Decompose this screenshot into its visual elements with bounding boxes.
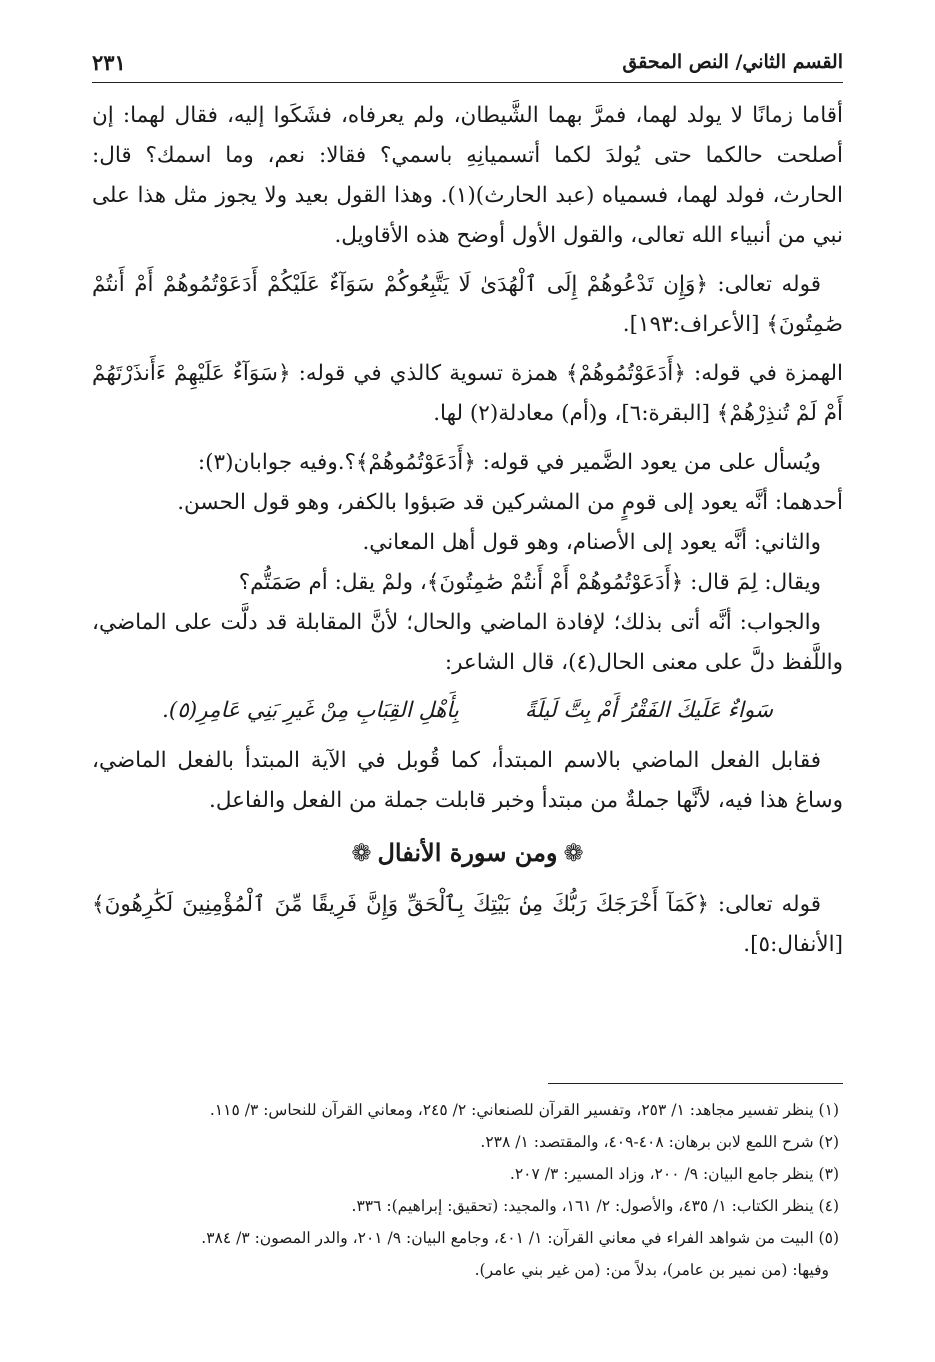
footnote: (٥) البيت من شواهد الفراء في معاني القرآن: ١/ ٤٠١، وجامع البيان: ٩/ ٢٠١، والدر المصون: ٣/ ٣٨٤. xyxy=(201,1229,839,1247)
verse-second-hemistich: بِأَهْلِ القِبَابِ مِنْ غَيرِ بَنِي عَامِرِ(٥). xyxy=(162,698,459,723)
page-number: ٢٣١ xyxy=(92,49,126,75)
sura-heading-text: ومن سورة الأنفال xyxy=(377,838,558,867)
sura-heading xyxy=(92,833,843,873)
paragraph: والجواب: أنَّه أتى بذلك؛ لإفادة الماضي والحال؛ لأنَّ المقابلة قد دلَّت على الماضي، واللَّفظ دلَّ على معنى الحال(٤)، قال الشاعر: xyxy=(92,610,843,675)
paragraph: والثاني: أنَّه يعود إلى الأصنام، وهو قول أهل المعاني. xyxy=(362,530,821,555)
paragraph: أقاما زمانًا لا يولد لهما، فمرَّ بهما الشَّيطان، ولم يعرفاه، فشَكَوا إليه، فقال لهما: إن أصلحت حالكما حتى يُولدَ لكما أتسميانِهِ باسمي؟ فقالا: نعم، وما اسمك؟ قال: الحارث، فولد لهما، فسمياه (عبد الحارث)(١). وهذا القول بعيد ولا يجوز مثل هذا على نبي من أنبياء الله تعالى، والقول الأول أوضح هذه الأقاويل. xyxy=(92,103,843,248)
footnote-divider xyxy=(548,1083,843,1084)
main-text xyxy=(92,96,843,965)
paragraph: ويقال: لِمَ قال: ﴿أَدَعَوْتُمُوهُمْ أَمْ أَنتُمْ صَٰمِتُونَ﴾، ولمْ يقل: أم صَمَتُّم؟ xyxy=(238,570,821,595)
footnote-continuation: وفيها: (من نمير بن عامر)، بدلاً من: (من غير بني عامر). xyxy=(474,1261,829,1279)
ornament-icon: ❁ xyxy=(563,839,584,867)
footnote: (٣) ينظر جامع البيان: ٩/ ٢٠٠، وزاد المسير: ٣/ ٢٠٧. xyxy=(509,1165,839,1183)
running-title: القسم الثاني/ النص المحقق xyxy=(622,51,843,73)
paragraph: الهمزة في قوله: ﴿أَدَعَوْتُمُوهُمْ﴾ همزة تسوية كالذي في قوله: ﴿سَوَآءٌ عَلَيْهِمْ ءَأَنذَرْتَهُمْ أَمْ لَمْ تُنذِرْهُمْ﴾ [البقرة:٦]، و(أم) معادلة(٢) لها. xyxy=(92,361,843,426)
verse-first-hemistich: سَواءٌ عَلَيكَ الفَقْرُ أَمْ بِتَّ لَيلَةً xyxy=(524,698,773,723)
ornament-icon: ❁ xyxy=(351,839,372,867)
footnote: (١) ينظر تفسير مجاهد: ١/ ٢٥٣، وتفسير القرآن للصنعاني: ٢/ ٢٤٥، ومعاني القرآن للنحاس: ٣/ ١١٥. xyxy=(209,1101,839,1119)
paragraph: فقابل الفعل الماضي بالاسم المبتدأ، كما قُوبل في الآية المبتدأ بالفعل الماضي، وساغ هذا فيه، لأنَّها جملةٌ من مبتدأ وخبر قابلت جملة من الفعل والفاعل. xyxy=(92,748,843,813)
paragraph: أحدهما: أنَّه يعود إلى قومٍ من المشركين قد صَبؤوا بالكفر، وهو قول الحسن. xyxy=(177,490,843,515)
paragraph: ويُسأل على من يعود الضَّمير في قوله: ﴿أَدَعَوْتُمُوهُمْ﴾؟.وفيه جوابان(٣): xyxy=(197,450,821,475)
paragraph: قوله تعالى: ﴿كَمَآ أَخْرَجَكَ رَبُّكَ مِنۢ بَيْتِكَ بِٱلْحَقِّ وَإِنَّ فَرِيقًا مِّنَ ٱلْمُؤْمِنِينَ لَكَٰرِهُونَ﴾ [الأنفال:٥]. xyxy=(92,892,843,957)
footnotes xyxy=(92,1094,843,1286)
poetry-verse xyxy=(92,691,843,731)
footnote: (٢) شرح اللمع لابن برهان: ٤٠٨-٤٠٩، والمقتصد: ١/ ٢٣٨. xyxy=(480,1133,839,1151)
page-header xyxy=(92,42,843,83)
footnote: (٤) ينظر الكتاب: ١/ ٤٣٥، والأصول: ٢/ ١٦١، والمجيد: (تحقيق: إبراهيم): ٣٣٦. xyxy=(351,1197,839,1215)
paragraph: قوله تعالى: ﴿وَإِن تَدْعُوهُمْ إِلَى ٱلْهُدَىٰ لَا يَتَّبِعُوكُمْ سَوَآءٌ عَلَيْكُمْ أَدَعَوْتُمُوهُمْ أَمْ أَنتُمْ صَٰمِتُونَ﴾ [الأعراف:١٩٣]. xyxy=(92,272,843,337)
